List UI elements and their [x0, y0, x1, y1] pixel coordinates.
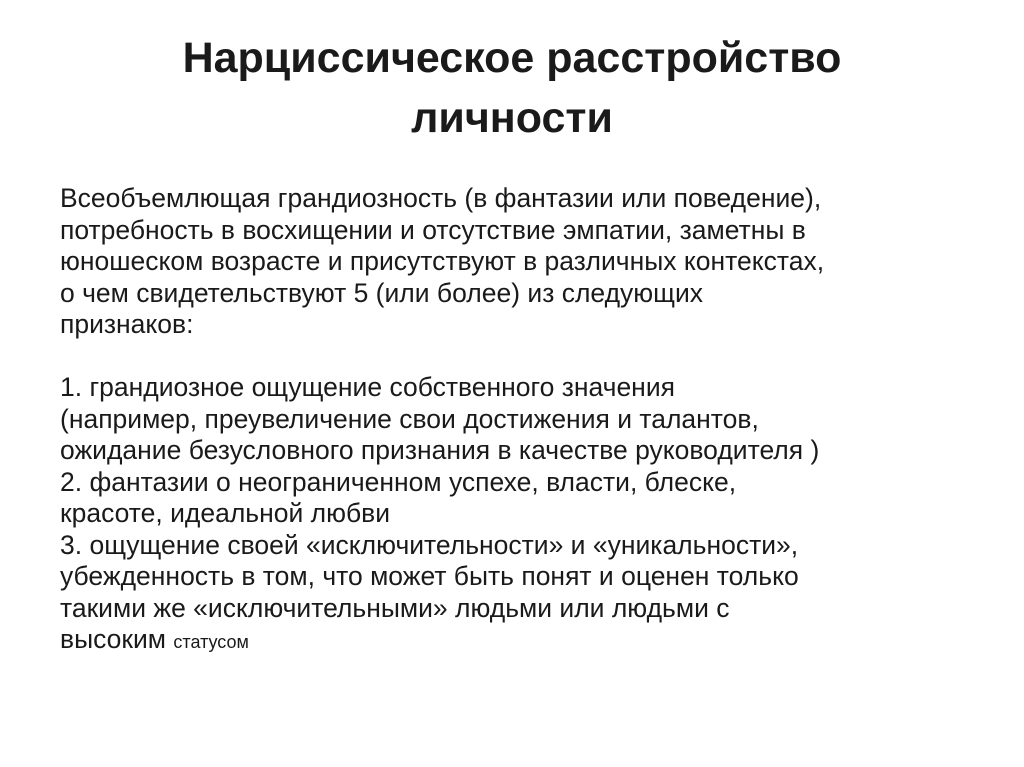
title-line: Нарциссическое расстройство [182, 34, 842, 82]
criteria-line: 2. фантазии о неограниченном успехе, власти, блеске, [60, 466, 737, 497]
intro-line: признаков: [60, 309, 194, 339]
criteria-line: (например, преувеличение свои достижения и талантов, [60, 403, 759, 434]
criteria-last-line [60, 624, 990, 659]
slide-body [60, 183, 990, 659]
criteria-line: такими же «исключительными» людьми или людьми с [60, 592, 730, 623]
criteria-line: убежденность в том, что может быть понят и оценен только [60, 561, 799, 591]
last-line-main: высоким [60, 624, 167, 654]
last-line-small: статусом [173, 632, 249, 652]
paragraph-gap [60, 341, 990, 373]
criteria-line: красоте, идеальной любви [60, 498, 391, 528]
title-line: личности [411, 94, 613, 142]
intro-line: Всеобъемлющая грандиозность (в фантазии или поведение), [60, 183, 822, 213]
criteria-line: 3. ощущение своей «исключительности» и «уникальности», [60, 529, 799, 560]
intro-line: потребность в восхищении и отсутствие эмпатии, заметны в [60, 214, 806, 245]
criteria-line: ожидание безусловного признания в качестве руководителя ) [60, 435, 820, 465]
criteria-line: 1. грандиозное ощущение собственного значения [60, 372, 675, 402]
intro-line: юношеском возрасте и присутствуют в различных контекстах, [60, 246, 825, 276]
intro-line: о чем свидетельствуют 5 (или более) из следующих [60, 277, 704, 308]
slide-title [80, 28, 944, 148]
